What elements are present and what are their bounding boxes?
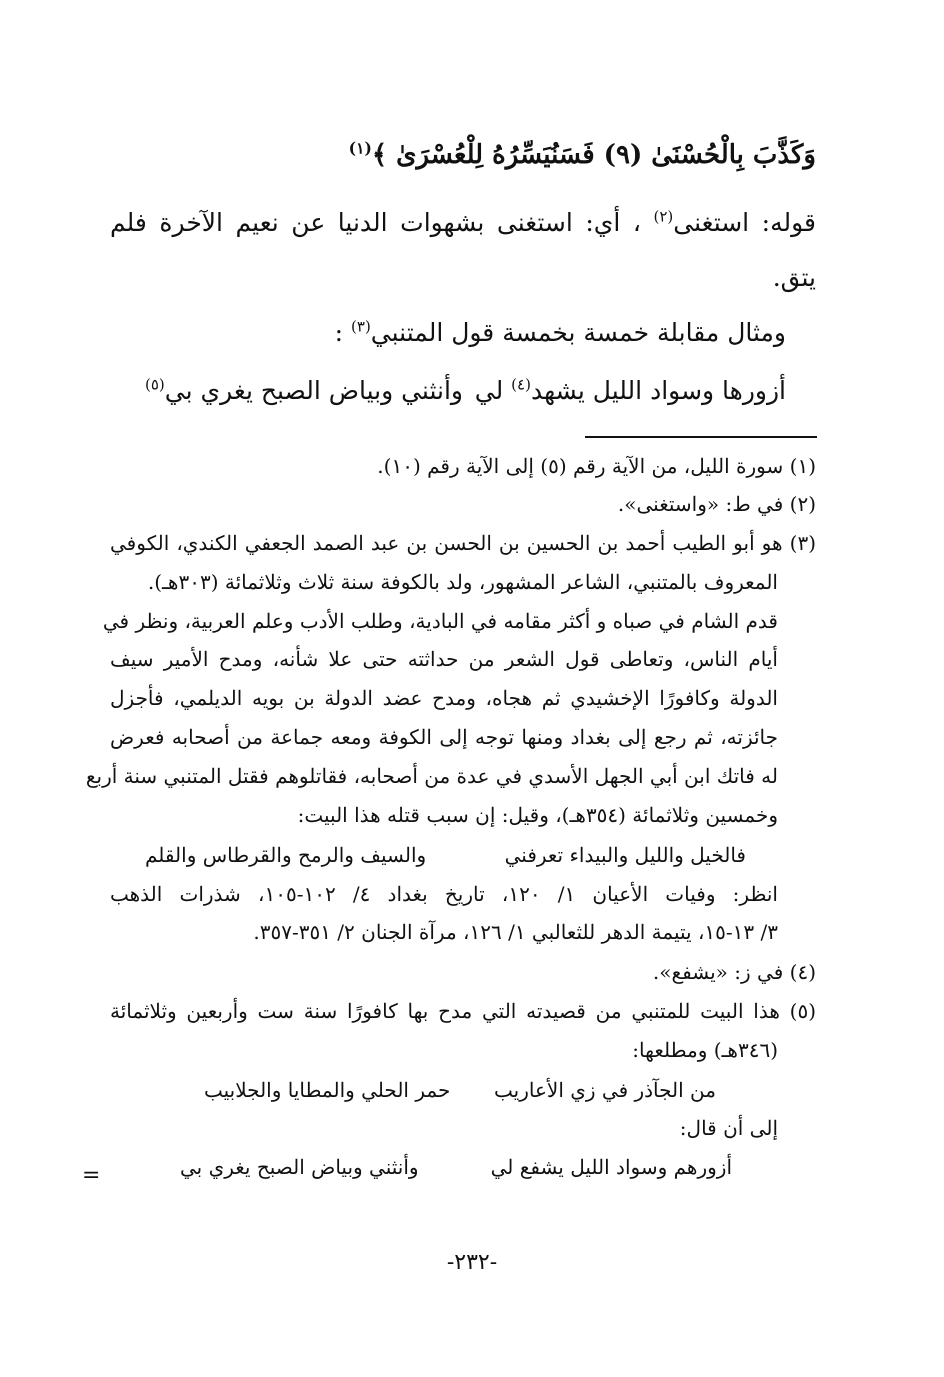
paragraph-text: ومثال مقابلة خمسة بخمسة قول المتنبي <box>370 318 786 347</box>
footnote-ref: (٤) <box>511 375 531 394</box>
paragraph-line <box>110 208 816 237</box>
paragraph-text: ، أي: استغنى بشهوات الدنيا عن نعيم الآخرة فلم <box>110 208 641 237</box>
footnote-5-poem2-left: وأنثني وبياض الصبح يغري بي <box>180 1155 419 1179</box>
footnote-ref: (١) <box>348 138 372 158</box>
page-number: -٢٣٢- <box>446 1250 498 1275</box>
verse-text: وَكَذَّبَ بِالْحُسْنَىٰ (٩) فَسَنُيَسِّرُهُ لِلْعُسْرَىٰ ﴾ <box>371 140 816 170</box>
footnote-ref: (٢) <box>653 207 674 226</box>
poem-hemistich-left <box>145 376 463 405</box>
footnote-3-reference: انظر: وفيات الأعيان ١/ ١٢٠، تاريخ بغداد ٤/ ١٠٢-١٠٥، شذرات الذهب <box>110 882 778 906</box>
footnote-ref: (٥) <box>145 375 165 394</box>
poem-text: وأنثني وبياض الصبح يغري بي <box>164 376 463 405</box>
footnote-ref: (٣) <box>351 317 371 336</box>
poem-text: لي <box>474 376 504 405</box>
footnote-2: (٢) في ط: «واستغنى». <box>617 492 816 516</box>
paragraph-line <box>773 263 816 292</box>
footnote-5-until: إلى أن قال: <box>679 1116 778 1140</box>
paragraph-text: يتق. <box>772 263 816 292</box>
footnote-3-line: المعروف بالمتنبي، الشاعر المشهور، ولد بالكوفة سنة ثلاث وثلاثمائة (٣٠٣هـ). <box>147 570 778 594</box>
footnote-3-reference: ٣/ ١٣-١٥، يتيمة الدهر للثعالبي ١/ ١٢٦، مرآة الجنان ٢/ ٣٥١-٣٥٧. <box>253 920 778 944</box>
footnote-5-line: (٥) هذا البيت للمتنبي من قصيدته التي مدح بها كافورًا سنة ست وأربعين وثلاثمائة <box>110 999 816 1023</box>
poem-text: أزورها وسواد الليل يشهد <box>530 376 786 405</box>
footnote-3-line: الدولة وكافورًا الإخشيدي ثم هجاه، ومدح عضد الدولة بن بويه الديلمي، فأجزل <box>110 686 778 710</box>
footnote-3-line: أيام الناس، وتعاطى قول الشعر من حداثته حتى علا شأنه، ومدح الأمير سيف <box>110 647 778 671</box>
footnote-5-poem1-right: من الجآذر في زي الأعاريب <box>494 1078 716 1102</box>
footnote-3-line: (٣) هو أبو الطيب أحمد بن الحسين بن الحسن بن عبد الصمد الجعفي الكندي، الكوفي <box>110 531 816 555</box>
footnote-3-poem-right: فالخيل والليل والبيداء تعرفني <box>504 843 746 867</box>
footnote-4: (٤) في ز: «يشفع». <box>652 960 816 984</box>
footnote-5-line: (٣٤٦هـ) ومطلعها: <box>632 1038 778 1062</box>
footnote-5-poem2-right: أزورهم وسواد الليل يشفع لي <box>490 1155 732 1179</box>
footnote-3-line: له فاتك ابن أبي الجهل الأسدي في عدة من أصحابه، فقاتلوهم فقتل المتنبي سنة أربع <box>85 764 778 788</box>
footnote-3-line: قدم الشام في صباه و أكثر مقامه في البادية، وطلب الأدب وعلم العربية، ونظر في <box>102 609 778 633</box>
footnote-3-poem-left: والسيف والرمح والقرطاس والقلم <box>145 843 427 867</box>
continuation-marker: = <box>82 1163 101 1188</box>
poem-hemistich-right <box>475 376 786 405</box>
footnote-5-poem1-left: حمر الحلي والمطايا والجلابيب <box>204 1078 451 1102</box>
footnote-1: (١) سورة الليل، من الآية رقم (٥) إلى الآية رقم (١٠). <box>377 454 816 478</box>
footnote-3-line: جائزته، ثم رجع إلى بغداد ومنها توجه إلى الكوفة ومعه جماعة من أصحابه فعرض <box>110 725 778 749</box>
paragraph-text: قوله: استغنى <box>673 208 816 237</box>
paragraph-text: : <box>334 318 344 347</box>
paragraph-line <box>335 318 786 347</box>
quran-verse <box>349 140 816 170</box>
footnote-divider <box>585 436 817 438</box>
footnote-3-line: وخمسين وثلاثمائة (٣٥٤هـ)، وقيل: إن سبب قتله هذا البيت: <box>297 803 778 827</box>
